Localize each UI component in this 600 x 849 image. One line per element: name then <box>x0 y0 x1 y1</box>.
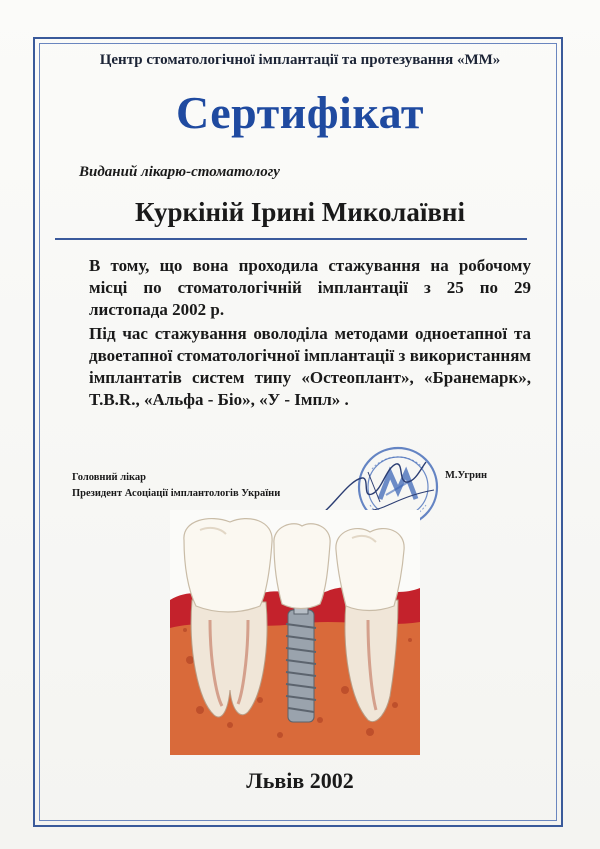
signatory-title-chief: Головний лікар <box>72 472 146 483</box>
certificate-title: Сертифікат <box>175 87 425 138</box>
certificate-body <box>89 255 531 411</box>
organization-name: Центр стоматологічної імплантації та протезування «ММ» <box>99 52 501 68</box>
name-underline <box>55 238 527 240</box>
recipient-name: Куркіній Ірині Миколаївні <box>135 197 465 227</box>
issued-to-label: Виданий лікарю-стоматологу <box>79 164 280 180</box>
signatory-titles <box>72 470 280 502</box>
signatory-title-president: Президент Асоціації імплантологів України <box>72 488 281 499</box>
body-paragraph-2: Під час стажування оволоділа методами одноетапної та двоетапної стоматологічної імплантації з використанням імплантатів систем типу «Остеоплант», «Бранемарк», T.B.R., «Альфа - Біо», «У - Імпл» . <box>89 324 531 409</box>
dental-implant-illustration <box>170 510 420 755</box>
city-year: Львів 2002 <box>246 768 354 793</box>
signatory-name: М.Угрин <box>445 470 488 481</box>
body-paragraph-1: В тому, що вона проходила стажування на робочому місці по стоматологічній імплантації з 25 по 29 листопада 2002 р. <box>89 256 531 319</box>
